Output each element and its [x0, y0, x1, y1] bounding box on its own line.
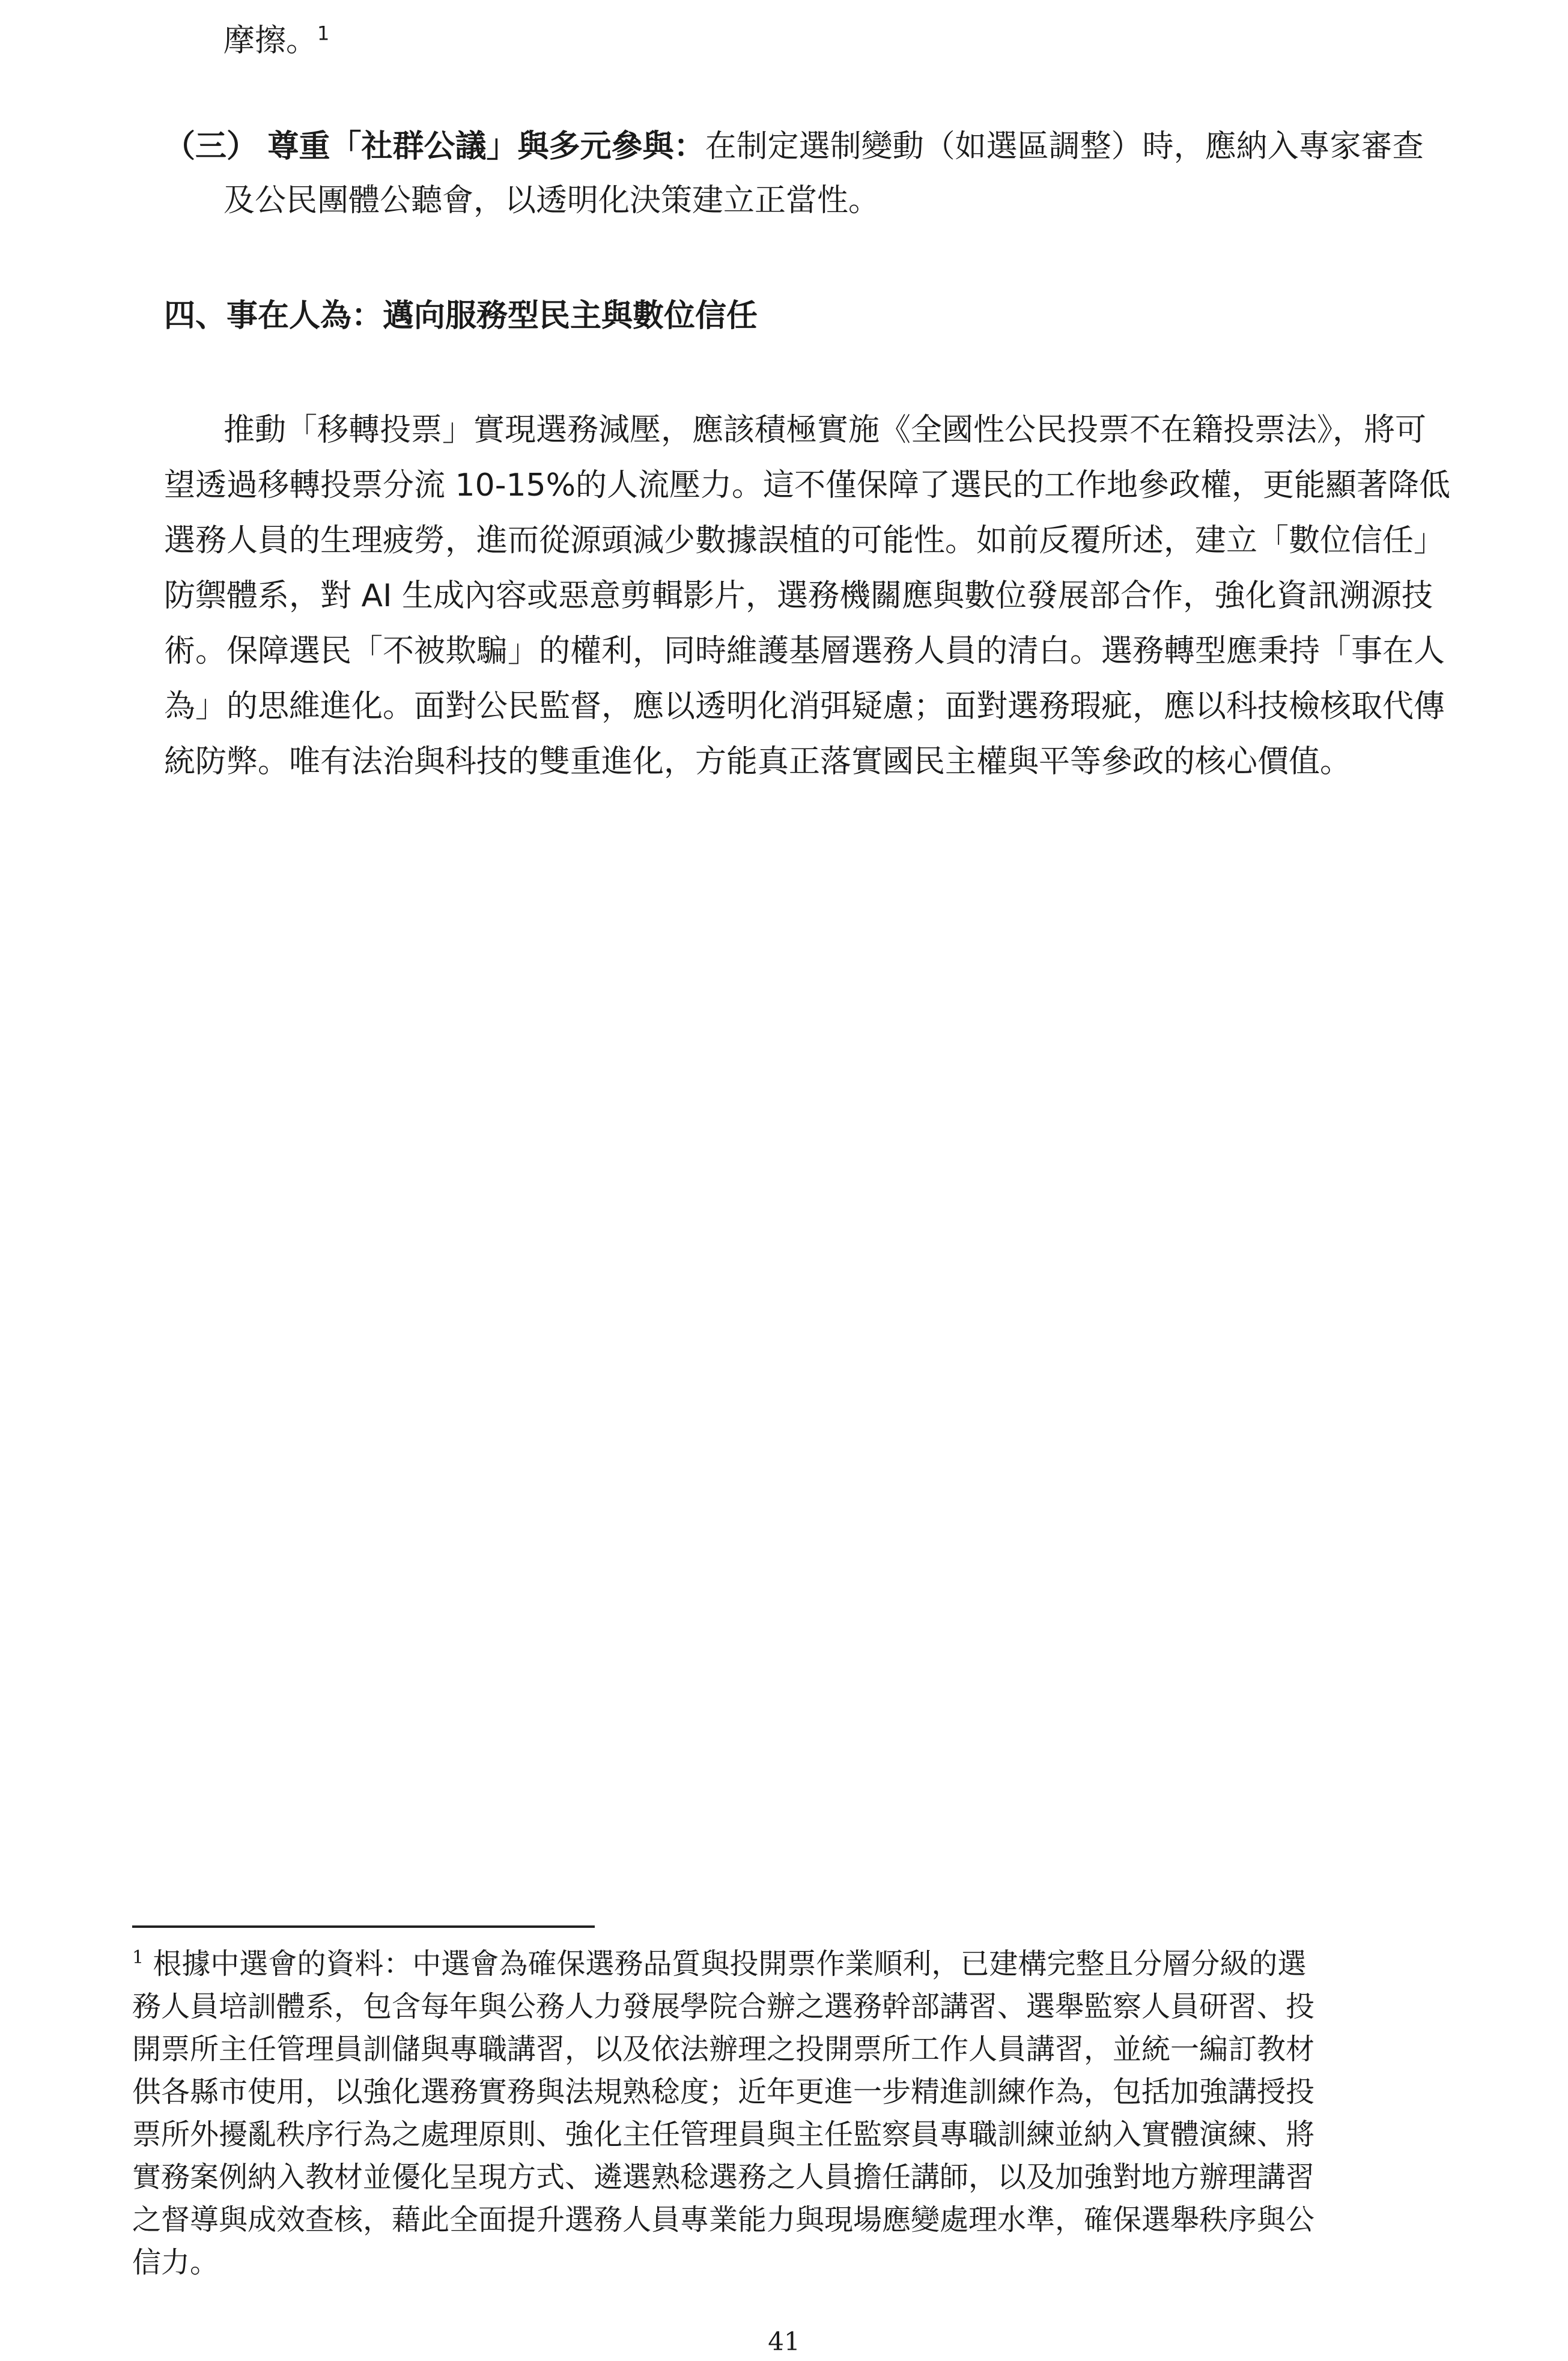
continuation-text: 摩擦。 [223, 23, 318, 59]
footnote-line: 票所外擾亂秩序行為之處理原則、強化主任管理員與主任監察員專職訓練並納入實體演練、將 [132, 2118, 1315, 2151]
item-3-text: 在制定選制變動（如選區調整）時，應納入專家審查 [705, 129, 1424, 165]
footnote-line: 信力。 [132, 2246, 219, 2279]
footnote-divider [132, 1925, 595, 1928]
item-3-line-1 [164, 129, 1424, 165]
footnote-line: 開票所主任管理員訓儲與專職講習，以及依法辦理之投開票所工作人員講習，並統一編訂教材 [132, 2032, 1315, 2066]
paragraph-line: 統防弊。唯有法治與科技的雙重進化，方能真正落實國民主權與平等參政的核心價值。 [164, 744, 1352, 780]
section-heading: 四、事在人為：邁向服務型民主與數位信任 [164, 298, 758, 334]
item-3-line-2: 及公民團體公聽會，以透明化決策建立正當性。 [223, 183, 880, 219]
paragraph-line: 術。保障選民「不被欺騙」的權利，同時維護基層選務人員的清白。選務轉型應秉持「事在人 [164, 633, 1445, 669]
paragraph-line: 推動「移轉投票」實現選務減壓，應該積極實施《全國性公民投票不在籍投票法》，將可 [223, 412, 1427, 448]
paragraph-line: 為」的思維進化。面對公民監督，應以透明化消弭疑慮；面對選務瑕疵，應以科技檢核取代傳 [164, 688, 1445, 725]
footnote-line: 供各縣市使用，以強化選務實務與法規熟稔度；近年更進一步精進訓練作為，包括加強講授投 [132, 2075, 1315, 2109]
footnote-line: 之督導與成效查核，藉此全面提升選務人員專業能力與現場應變處理水準，確保選舉秩序與公 [132, 2203, 1315, 2237]
footnote-reference[interactable]: 1 [317, 22, 330, 45]
paragraph-line: 選務人員的生理疲勞，進而從源頭減少數據誤植的可能性。如前反覆所述，建立「數位信任」 [164, 523, 1445, 559]
item-3-title: 尊重「社群公議」與多元參與： [267, 129, 705, 165]
item-3-label: （三） [164, 129, 258, 165]
page-number: 41 [768, 2327, 800, 2356]
footnote-line: 務人員培訓體系，包含每年與公務人力發展學院合辦之選務幹部講習、選舉監察人員研習、投 [132, 1990, 1315, 2023]
paragraph-line: 防禦體系，對 AI 生成內容或惡意剪輯影片，選務機關應與數位發展部合作，強化資訊溯源技 [164, 578, 1433, 614]
footnote-marker: 1 [132, 1947, 144, 1968]
continuation-line [223, 22, 330, 59]
paragraph-line: 望透過移轉投票分流 10-15%的人流壓力。這不僅保障了選民的工作地參政權，更能顯著降低 [164, 467, 1451, 503]
footnote-line: 實務案例納入教材並優化呈現方式、遴選熟稔選務之人員擔任講師，以及加強對地方辦理講習 [132, 2160, 1315, 2194]
footnote-line: $^1$ 根據中選會的資料：中選會為確保選務品質與投開票作業順利，已建構完整且分層分級的選 [132, 1947, 1307, 1981]
